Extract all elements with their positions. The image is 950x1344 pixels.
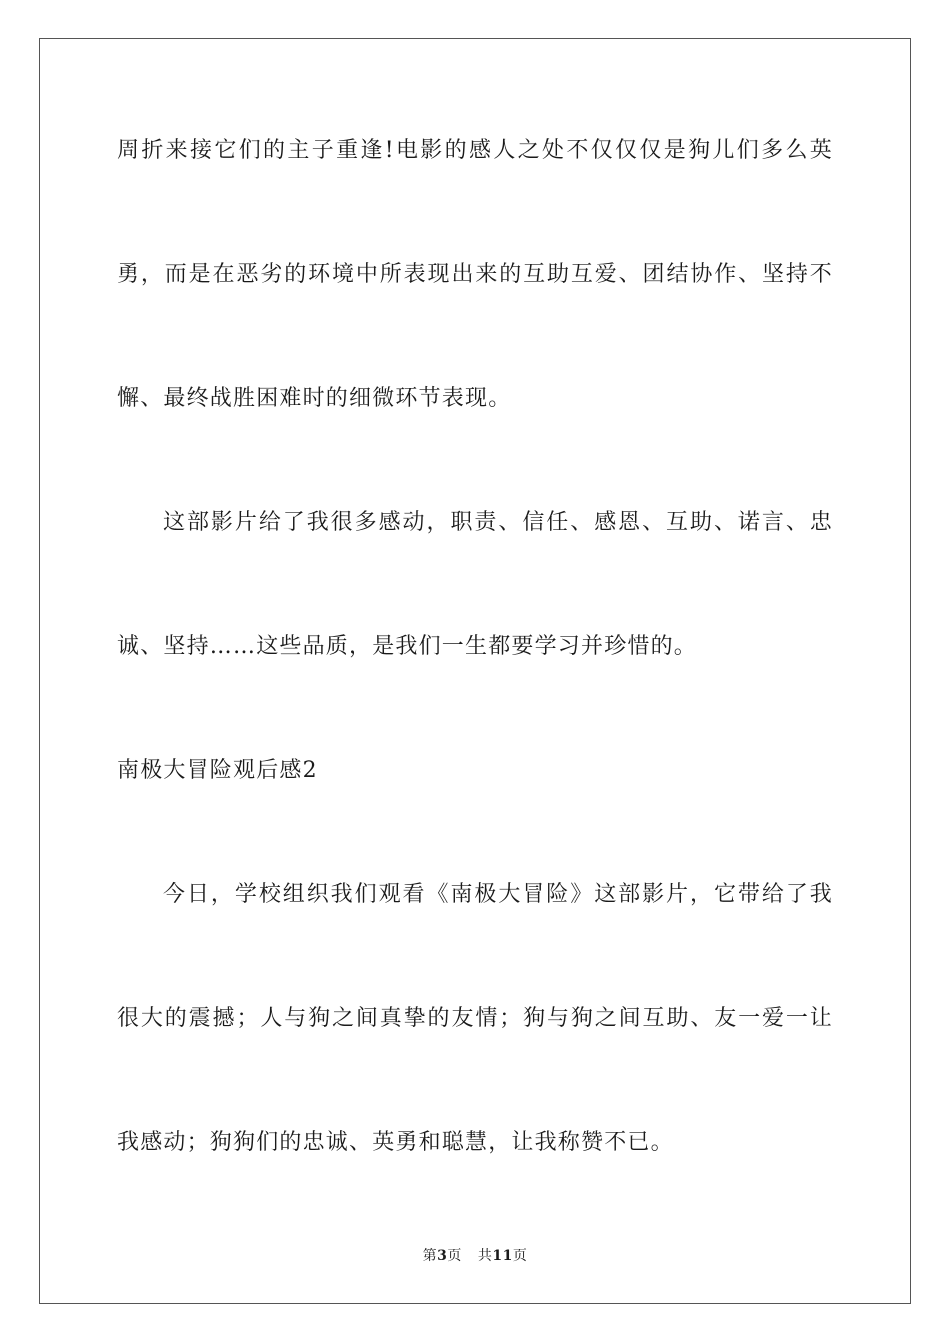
footer-total-prefix: 共 (477, 1248, 493, 1264)
body-text-line-2: 勇，而是在恶劣的环境中所表现出来的互助互爱、团结协作、坚持不 (117, 262, 833, 287)
body-text-line-9: 我感动；狗狗们的忠诚、英勇和聪慧，让我称赞不已。 (117, 1130, 674, 1155)
body-text-line-5: 诚、坚持……这些品质，是我们一生都要学习并珍惜的。 (117, 634, 698, 659)
body-text-line-1: 周折来接它们的主子重逢!电影的感人之处不仅仅仅是狗儿们多么英 (117, 138, 833, 163)
footer-total-pages: 11 (492, 1248, 513, 1264)
body-text-line-3: 懈、最终战胜困难时的细微环节表现。 (117, 386, 512, 411)
footer-current-page: 3 (437, 1248, 448, 1264)
section-heading: 南极大冒险观后感2 (117, 758, 318, 783)
page-border (39, 38, 911, 1304)
footer-total-suffix: 页 (512, 1248, 528, 1264)
footer-page-prefix: 第 (422, 1248, 438, 1264)
page-footer (0, 1246, 950, 1266)
body-text-line-7: 今日，学校组织我们观看《南极大冒险》这部影片，它带给了我 (163, 882, 833, 907)
body-text-line-4: 这部影片给了我很多感动，职责、信任、感恩、互助、诺言、忠 (163, 510, 833, 535)
body-text-line-8: 很大的震撼；人与狗之间真挚的友情；狗与狗之间互助、友一爱一让 (117, 1006, 833, 1031)
footer-page-suffix: 页 (447, 1248, 462, 1264)
